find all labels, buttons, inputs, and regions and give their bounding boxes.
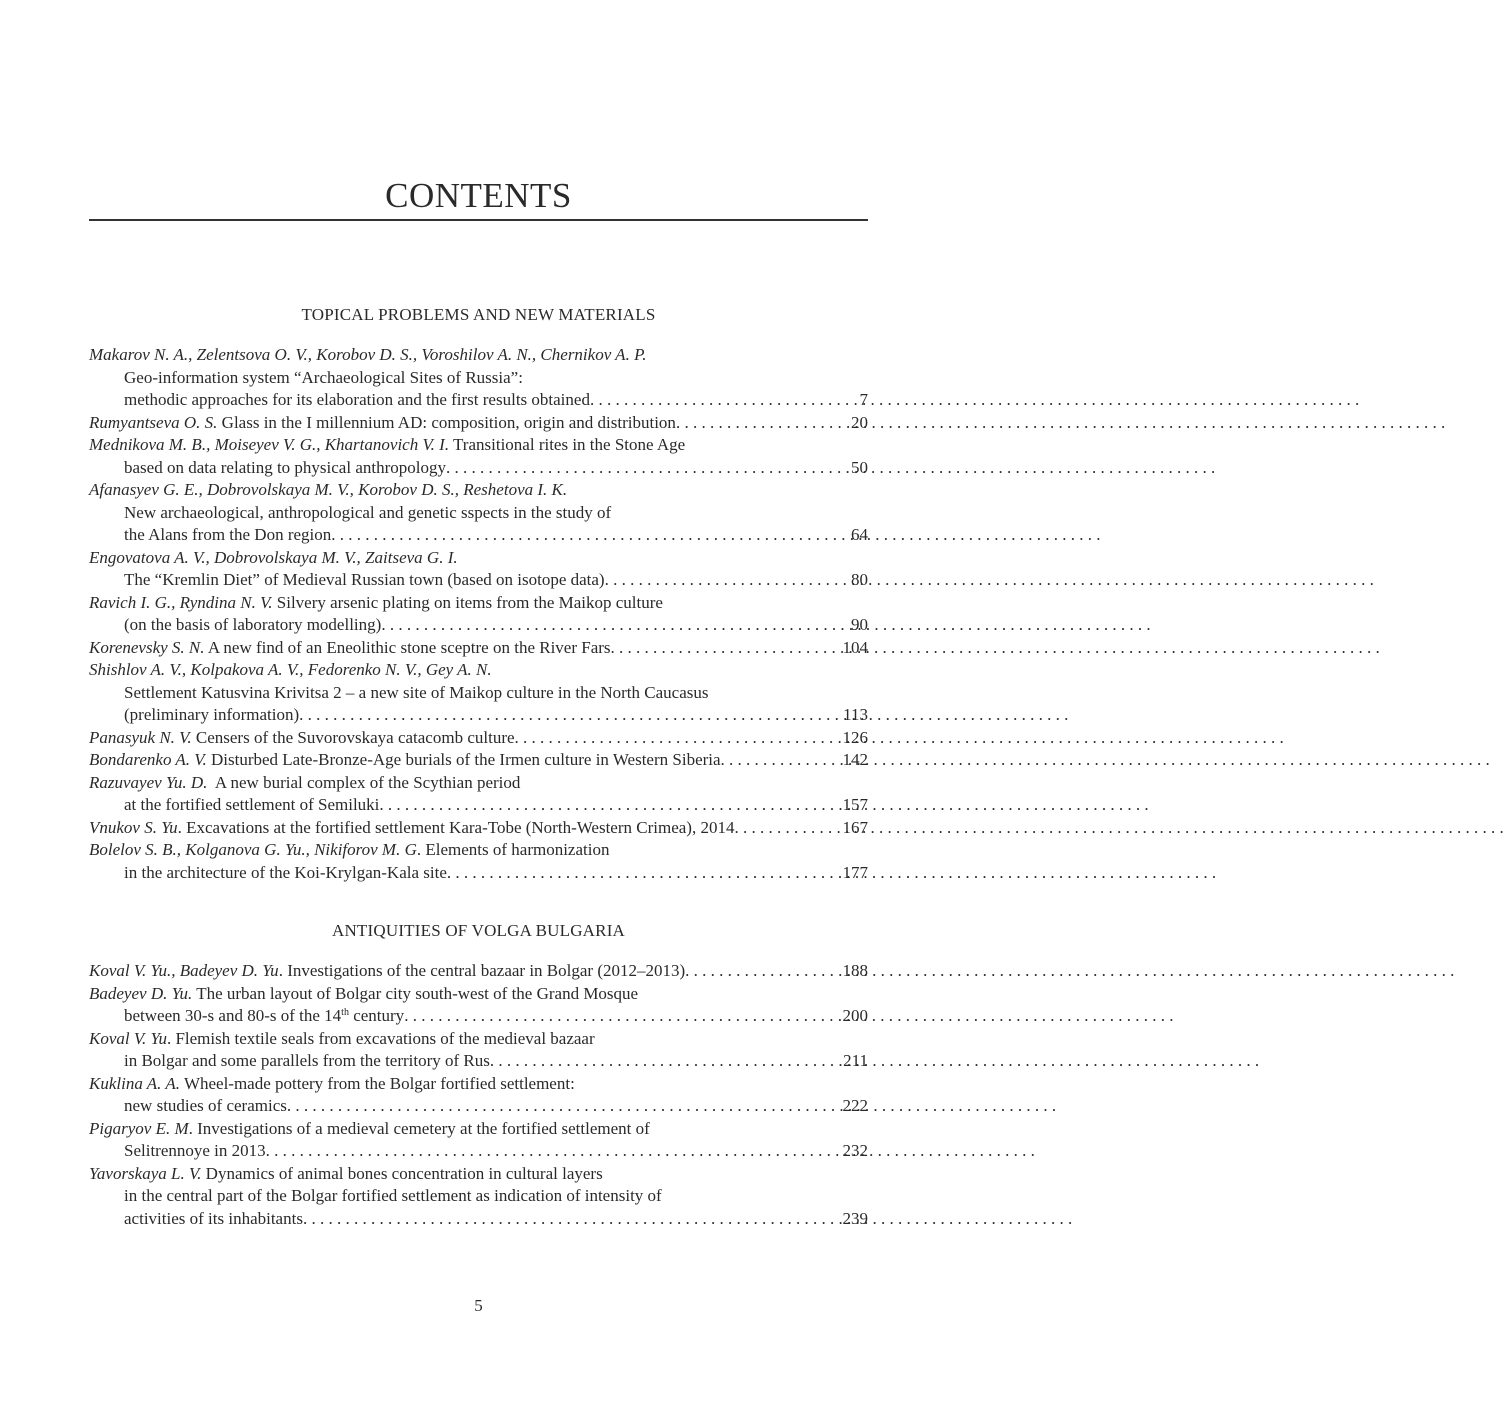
entry-page-number: 232 (842, 1141, 868, 1160)
entry-authors: Kuklina A. A. (89, 1073, 180, 1093)
toc-entry[interactable] (89, 659, 868, 727)
entry-page-number: 167 (842, 817, 868, 837)
toc-entry[interactable] (89, 412, 868, 435)
entry-authors: Yavorskaya L. V. (89, 1163, 202, 1183)
entry-page-number: 211 (843, 1051, 868, 1070)
entry-title: based on data relating to physical anthropology (124, 457, 446, 477)
entry-title: . Investigations of a medieval cemetery at the fortified settlement of (188, 1118, 650, 1138)
entry-authors: Engovatova A. V., Dobrovolskaya M. V., Zaitseva G. I. (89, 547, 458, 567)
entry-title: at the fortified settlement of Semiluki (124, 795, 380, 814)
entry-page-number: 177 (842, 862, 868, 882)
entry-page-number: 113 (843, 705, 868, 724)
toc-entry[interactable] (89, 960, 868, 983)
entry-authors: Makarov N. A., Zelentsova O. V., Korobov D. S., Voroshilov A. N., Chernikov A. P. (89, 345, 647, 364)
entry-title: Dynamics of animal bones concentration in cultural layers (201, 1163, 603, 1183)
entry-page-number: 50 (851, 457, 868, 477)
entry-title: Disturbed Late-Bronze-Age burials of the Irmen culture in Western Siberia (206, 750, 721, 769)
entry-title: methodic approaches for its elaboration and the first results obtained (124, 390, 590, 409)
entry-authors: Badeyev D. Yu. (89, 983, 193, 1003)
section-title-topical: TOPICAL PROBLEMS AND NEW MATERIALS (301, 305, 656, 324)
entry-title: in the central part of the Bolgar fortified settlement as indication of intensity of (124, 1186, 662, 1205)
entry-title: in the architecture of the Koi-Krylgan-Kala site (124, 862, 447, 882)
entry-page-number: 157 (842, 795, 868, 814)
toc-section-volga-bulgaria (89, 960, 868, 1230)
page-number: 5 (474, 1296, 483, 1315)
toc-entry[interactable] (89, 434, 868, 479)
toc-entry[interactable] (89, 983, 868, 1028)
dot-leader (404, 1005, 830, 1028)
entry-page-number: 90 (851, 615, 868, 634)
entry-authors: Korenevsky S. N. (89, 637, 205, 657)
toc-entry[interactable] (89, 592, 868, 637)
entry-page-number: 126 (842, 727, 868, 747)
entry-title: Geo-information system “Archaeological Sites of Russia”: (124, 367, 523, 387)
dot-leader (299, 704, 830, 727)
entry-title: New archaeological, anthropological and genetic sspects in the study of (124, 502, 612, 522)
entry-page-number: 64 (851, 525, 868, 544)
entry-page-number: 142 (842, 750, 868, 769)
dot-leader (303, 1208, 830, 1231)
entry-title: Selitrennoye in 2013 (124, 1141, 266, 1160)
toc-entry[interactable] (89, 1118, 868, 1163)
dot-leader (266, 1140, 830, 1163)
entry-title: Censers of the Suvorovskaya catacomb culture (191, 727, 515, 747)
toc-entry[interactable] (89, 727, 868, 750)
entry-page-number: 7 (859, 390, 868, 409)
entry-title: The “Kremlin Diet” of Medieval Russian town (based on isotope data) (124, 570, 605, 589)
dot-leader (331, 524, 830, 547)
toc-entry[interactable] (89, 1028, 868, 1073)
dot-leader (490, 1050, 830, 1073)
entry-title: . Flemish textile seals from excavations of the medieval bazaar (166, 1028, 595, 1048)
toc-entry[interactable] (89, 479, 868, 547)
toc-entry[interactable] (89, 1163, 868, 1231)
toc-entry[interactable] (89, 839, 868, 884)
entry-page-number: 222 (842, 1096, 868, 1115)
dot-leader (685, 960, 830, 983)
entry-authors: Mednikova M. B., Moiseyev V. G., Khartanovich V. I. (89, 435, 450, 454)
ordinal-superscript: th (341, 1007, 349, 1018)
dot-leader (734, 817, 830, 840)
entry-title: (preliminary information) (124, 705, 300, 724)
toc-entry[interactable] (89, 817, 868, 840)
entry-page-number: 104 (842, 637, 868, 657)
entry-authors: Shishlov A. V., Kolpakova A. V., Fedorenko N. V., Gey A. N. (89, 660, 492, 679)
toc-entry[interactable] (89, 749, 868, 772)
toc-entry[interactable] (89, 547, 868, 592)
entry-title: Glass in the I millennium AD: composition, origin and distribution (217, 412, 676, 432)
entry-title: A new find of an Eneolithic stone sceptre on the River Fars (204, 637, 611, 657)
entry-page-number: 20 (851, 412, 868, 432)
entry-title: between 30-s and 80-s of the 14 (124, 1006, 342, 1025)
entry-page-number: 80 (851, 570, 868, 589)
entry-title: The urban layout of Bolgar city south-west of the Grand Mosque (192, 983, 639, 1003)
entry-title: Silvery arsenic plating on items from the Maikop culture (272, 592, 663, 612)
toc-entry[interactable] (89, 772, 868, 817)
entry-title: century (348, 1006, 405, 1025)
dot-leader (676, 412, 830, 435)
entry-title: . Investigations of the central bazaar in Bolgar (2012–2013) (278, 961, 686, 980)
entry-authors: Bondarenko A. V. (89, 750, 207, 769)
entry-authors: Koval V. Yu., Badeyev D. Yu (89, 961, 279, 980)
entry-authors: Bolelov S. B., Kolganova G. Yu., Nikiforov M. G (89, 840, 417, 859)
entry-title: A new burial complex of the Scythian period (207, 772, 521, 792)
entry-title: new studies of ceramics (124, 1096, 287, 1115)
dot-leader (446, 457, 830, 480)
entry-authors: Rumyantseva O. S. (89, 412, 218, 432)
dot-leader (515, 727, 830, 750)
entry-title: Transitional rites in the Stone Age (449, 435, 686, 454)
dot-leader (721, 749, 830, 772)
entry-title: the Alans from the Don region (124, 525, 332, 544)
entry-authors: Panasyuk N. V. (89, 727, 192, 747)
dot-leader (611, 637, 830, 660)
entry-authors: Afanasyev G. E., Dobrovolskaya M. V., Korobov D. S., Reshetova I. K. (89, 480, 568, 499)
entry-authors: Razuvayev Yu. D. (89, 772, 208, 792)
entry-title: . Excavations at the fortified settlement Kara-Tobe (North-Western Crimea), 2014 (177, 817, 735, 837)
dot-leader (379, 794, 830, 817)
entry-page-number: 200 (842, 1006, 868, 1025)
entry-page-number: 239 (842, 1208, 868, 1228)
section-title-volga-bulgaria: ANTIQUITIES OF VOLGA BULGARIA (331, 921, 626, 940)
dot-leader (381, 614, 830, 637)
dot-leader (605, 569, 830, 592)
entry-title: . Elements of harmonization (416, 840, 610, 859)
dot-leader (287, 1095, 830, 1118)
title-rule (89, 219, 868, 221)
dot-leader (590, 389, 830, 412)
entry-page-number: 188 (842, 961, 868, 980)
entry-authors: Koval V. Yu (89, 1028, 167, 1048)
toc-entry[interactable] (89, 637, 868, 660)
entry-authors: Vnukov S. Yu (89, 817, 178, 837)
entry-title: (on the basis of laboratory modelling) (124, 615, 382, 634)
dot-leader (447, 862, 830, 885)
entry-authors: Ravich I. G., Ryndina N. V. (89, 592, 273, 612)
toc-entry[interactable] (89, 344, 868, 412)
entry-authors: Pigaryov E. M (89, 1118, 189, 1138)
entry-title: Wheel-made pottery from the Bolgar fortified settlement: (180, 1073, 575, 1093)
toc-section-topical (89, 344, 868, 884)
entry-title: activities of its inhabitants (124, 1208, 303, 1228)
entry-title: Settlement Katusvina Krivitsa 2 – a new site of Maikop culture in the North Caucasus (124, 682, 709, 702)
entry-title: in Bolgar and some parallels from the territory of Rus (124, 1051, 490, 1070)
toc-entry[interactable] (89, 1073, 868, 1118)
page-title: CONTENTS (385, 176, 572, 215)
